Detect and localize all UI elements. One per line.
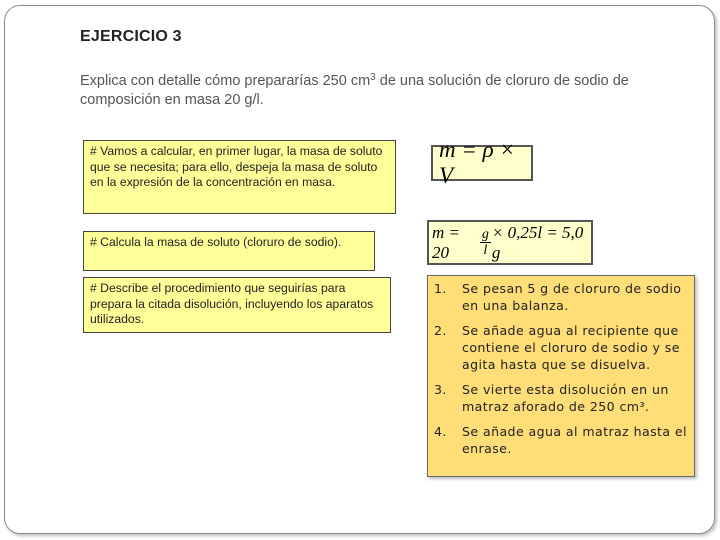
step-number: 1.	[434, 281, 447, 296]
fraction-numerator: g	[481, 227, 489, 242]
list-item	[434, 280, 692, 314]
step-text: Se añade agua al recipiente que contiene el cloruro de sodio y se agita hasta que se disuelva.	[462, 323, 680, 372]
hint-note-calculate: # Calcula la masa de soluto (cloruro de sodio).	[83, 231, 375, 271]
mass-formula: m = ρ × V	[431, 145, 533, 181]
exercise-statement	[80, 68, 680, 110]
list-item	[434, 423, 692, 457]
calc-rhs: × 0,25l = 5,0 g	[491, 222, 584, 262]
step-text: Se pesan 5 g de cloruro de sodio en una balanza.	[462, 281, 682, 313]
list-item	[434, 381, 692, 415]
step-text: Se vierte esta disolución en un matraz aforado de 250 cm³.	[462, 382, 669, 414]
exercise-title: EJERCICIO 3	[80, 28, 182, 45]
statement-unit: cm	[350, 73, 371, 89]
calc-lhs: m = 20	[432, 222, 460, 262]
hint-note-procedure: # Describe el procedimiento que seguirías para prepara la citada disolución, incluyendo los aparatos utilizados.	[83, 277, 391, 333]
step-number: 4.	[434, 424, 447, 439]
statement-unit-exponent: 3	[370, 72, 376, 83]
procedure-steps-box	[427, 275, 695, 477]
statement-text-start: Explica con detalle cómo prepararías 250	[80, 73, 351, 89]
hint-note-mass: # Vamos a calcular, en primer lugar, la masa de soluto que se necesita; para ello, despeja la masa de soluto en la expresión de la concentración en masa.	[83, 140, 396, 214]
step-number: 2.	[434, 323, 447, 338]
step-text: Se añade agua al matraz hasta el enrase.	[462, 424, 687, 456]
list-item	[434, 322, 692, 373]
step-number: 3.	[434, 382, 447, 397]
calc-fraction	[480, 227, 491, 258]
statement-text-end: de una solución de cloruro de sodio de composición en masa 20 g/l.	[80, 73, 629, 108]
fraction-denominator: l	[483, 243, 488, 258]
mass-calculation-formula	[427, 220, 593, 265]
